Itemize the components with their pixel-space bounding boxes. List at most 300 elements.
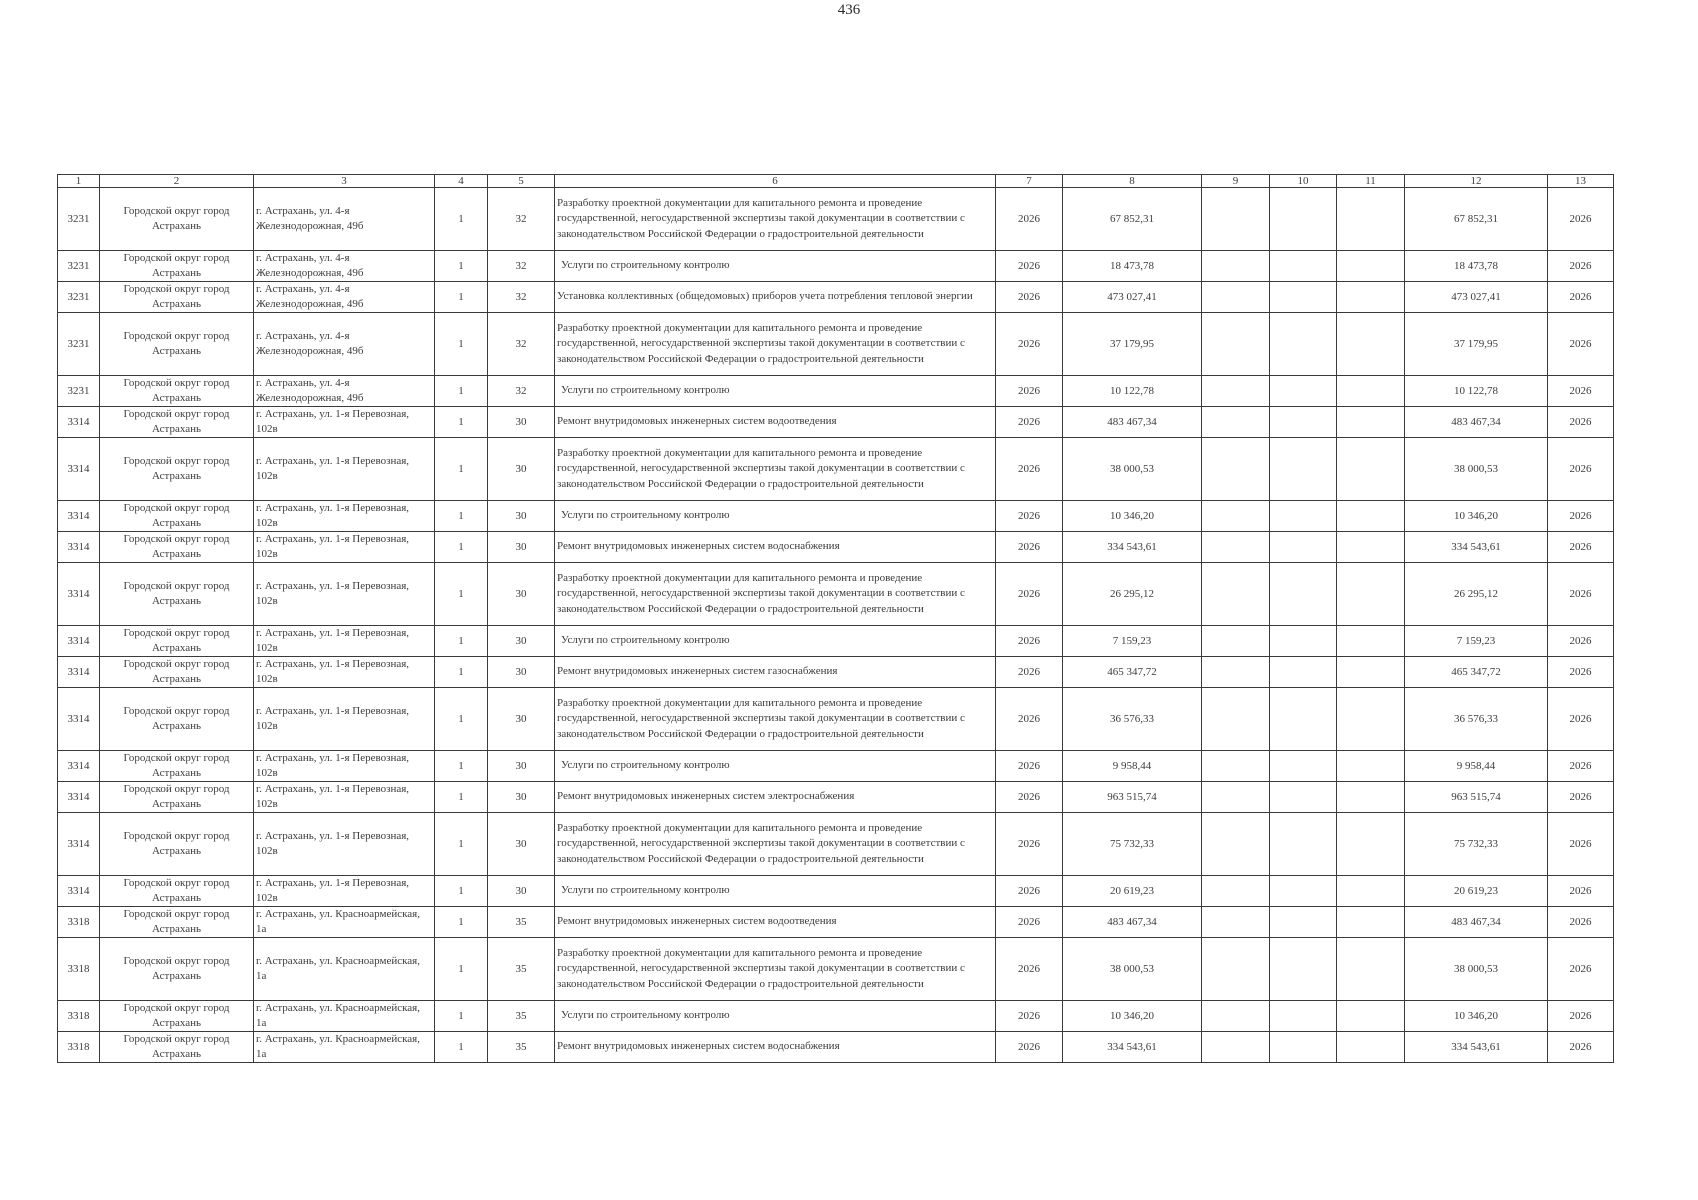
year-end: 2026 [1548, 907, 1614, 938]
municipality: Городской округ город Астрахань [100, 626, 254, 657]
work-type: Разработку проектной документации для капитального ремонта и проведение государственной, негосударственной экспертизы такой документации в соответствии с законодательством Российской Федерации о градостроительной деятельности [555, 813, 996, 876]
row-number: 3231 [58, 282, 100, 313]
col-11-value [1337, 282, 1405, 313]
col-4-value: 1 [435, 188, 488, 251]
year-end: 2026 [1548, 532, 1614, 563]
year-start: 2026 [996, 438, 1063, 501]
address: г. Астрахань, ул. Красноармейская, 1а [254, 1032, 435, 1063]
col-9-value [1202, 532, 1270, 563]
amount-total: 37 179,95 [1405, 313, 1548, 376]
municipality: Городской округ город Астрахань [100, 938, 254, 1001]
municipality: Городской округ город Астрахань [100, 407, 254, 438]
table-row [58, 688, 1614, 751]
year-start: 2026 [996, 376, 1063, 407]
amount-total: 334 543,61 [1405, 1032, 1548, 1063]
col-11-value [1337, 907, 1405, 938]
municipality: Городской округ город Астрахань [100, 282, 254, 313]
col-5-value: 30 [488, 501, 555, 532]
table-row [58, 626, 1614, 657]
year-start: 2026 [996, 907, 1063, 938]
table-row [58, 1001, 1614, 1032]
row-number: 3314 [58, 688, 100, 751]
col-4-value: 1 [435, 1032, 488, 1063]
row-number: 3314 [58, 407, 100, 438]
col-4-value: 1 [435, 376, 488, 407]
municipality: Городской округ город Астрахань [100, 563, 254, 626]
amount-total: 67 852,31 [1405, 188, 1548, 251]
work-type: Услуги по строительному контролю [555, 751, 996, 782]
work-type: Ремонт внутридомовых инженерных систем электроснабжения [555, 782, 996, 813]
address: г. Астрахань, ул. 1-я Перевозная, 102в [254, 532, 435, 563]
col-10-value [1270, 532, 1337, 563]
address: г. Астрахань, ул. 1-я Перевозная, 102в [254, 563, 435, 626]
header-col-3: 3 [254, 175, 435, 188]
amount: 9 958,44 [1063, 751, 1202, 782]
page-number: 436 [837, 2, 861, 18]
year-start: 2026 [996, 938, 1063, 1001]
amount: 20 619,23 [1063, 876, 1202, 907]
year-start: 2026 [996, 282, 1063, 313]
amount-total: 75 732,33 [1405, 813, 1548, 876]
amount: 465 347,72 [1063, 657, 1202, 688]
row-number: 3314 [58, 626, 100, 657]
amount: 75 732,33 [1063, 813, 1202, 876]
col-11-value [1337, 1032, 1405, 1063]
col-11-value [1337, 1001, 1405, 1032]
amount-total: 38 000,53 [1405, 438, 1548, 501]
col-9-value [1202, 438, 1270, 501]
municipality: Городской округ город Астрахань [100, 376, 254, 407]
table-row [58, 782, 1614, 813]
col-9-value [1202, 782, 1270, 813]
col-9-value [1202, 657, 1270, 688]
col-10-value [1270, 876, 1337, 907]
amount: 473 027,41 [1063, 282, 1202, 313]
amount-total: 473 027,41 [1405, 282, 1548, 313]
table-row [58, 438, 1614, 501]
work-type: Услуги по строительному контролю [555, 626, 996, 657]
year-end: 2026 [1548, 938, 1614, 1001]
municipality: Городской округ город Астрахань [100, 188, 254, 251]
col-4-value: 1 [435, 751, 488, 782]
col-11-value [1337, 813, 1405, 876]
work-type: Услуги по строительному контролю [555, 251, 996, 282]
work-type: Разработку проектной документации для капитального ремонта и проведение государственной, негосударственной экспертизы такой документации в соответствии с законодательством Российской Федерации о градостроительной деятельности [555, 563, 996, 626]
row-number: 3314 [58, 813, 100, 876]
col-11-value [1337, 751, 1405, 782]
col-4-value: 1 [435, 532, 488, 563]
col-5-value: 32 [488, 251, 555, 282]
amount: 36 576,33 [1063, 688, 1202, 751]
amount-total: 7 159,23 [1405, 626, 1548, 657]
col-10-value [1270, 1032, 1337, 1063]
header-col-8: 8 [1063, 175, 1202, 188]
header-col-12: 12 [1405, 175, 1548, 188]
col-10-value [1270, 626, 1337, 657]
year-end: 2026 [1548, 563, 1614, 626]
address: г. Астрахань, ул. 4-я Железнодорожная, 49б [254, 282, 435, 313]
year-start: 2026 [996, 1001, 1063, 1032]
header-col-9: 9 [1202, 175, 1270, 188]
address: г. Астрахань, ул. 1-я Перевозная, 102в [254, 501, 435, 532]
table-row [58, 188, 1614, 251]
year-start: 2026 [996, 782, 1063, 813]
col-4-value: 1 [435, 563, 488, 626]
work-type: Ремонт внутридомовых инженерных систем газоснабжения [555, 657, 996, 688]
year-end: 2026 [1548, 376, 1614, 407]
col-11-value [1337, 438, 1405, 501]
table-row [58, 563, 1614, 626]
col-4-value: 1 [435, 782, 488, 813]
col-5-value: 32 [488, 313, 555, 376]
table-row [58, 907, 1614, 938]
row-number: 3318 [58, 907, 100, 938]
municipality: Городской округ город Астрахань [100, 907, 254, 938]
amount: 334 543,61 [1063, 532, 1202, 563]
col-10-value [1270, 688, 1337, 751]
col-5-value: 35 [488, 938, 555, 1001]
amount-total: 334 543,61 [1405, 532, 1548, 563]
amount-total: 20 619,23 [1405, 876, 1548, 907]
header-col-10: 10 [1270, 175, 1337, 188]
amount: 67 852,31 [1063, 188, 1202, 251]
col-10-value [1270, 407, 1337, 438]
year-start: 2026 [996, 188, 1063, 251]
col-9-value [1202, 407, 1270, 438]
amount: 7 159,23 [1063, 626, 1202, 657]
table-row [58, 813, 1614, 876]
col-10-value [1270, 313, 1337, 376]
municipality: Городской округ город Астрахань [100, 657, 254, 688]
col-10-value [1270, 501, 1337, 532]
municipality: Городской округ город Астрахань [100, 1001, 254, 1032]
col-5-value: 32 [488, 282, 555, 313]
col-9-value [1202, 313, 1270, 376]
col-11-value [1337, 626, 1405, 657]
year-start: 2026 [996, 532, 1063, 563]
col-10-value [1270, 938, 1337, 1001]
work-type: Услуги по строительному контролю [555, 501, 996, 532]
col-10-value [1270, 438, 1337, 501]
row-number: 3314 [58, 438, 100, 501]
table-row [58, 313, 1614, 376]
year-start: 2026 [996, 751, 1063, 782]
address: г. Астрахань, ул. 1-я Перевозная, 102в [254, 751, 435, 782]
address: г. Астрахань, ул. 1-я Перевозная, 102в [254, 657, 435, 688]
header-col-4: 4 [435, 175, 488, 188]
municipality: Городской округ город Астрахань [100, 438, 254, 501]
row-number: 3314 [58, 876, 100, 907]
year-start: 2026 [996, 876, 1063, 907]
address: г. Астрахань, ул. 4-я Железнодорожная, 49б [254, 376, 435, 407]
amount: 38 000,53 [1063, 438, 1202, 501]
col-11-value [1337, 688, 1405, 751]
year-end: 2026 [1548, 1032, 1614, 1063]
col-4-value: 1 [435, 657, 488, 688]
col-11-value [1337, 313, 1405, 376]
col-5-value: 30 [488, 438, 555, 501]
amount: 334 543,61 [1063, 1032, 1202, 1063]
municipality: Городской округ город Астрахань [100, 782, 254, 813]
year-end: 2026 [1548, 751, 1614, 782]
col-5-value: 35 [488, 1032, 555, 1063]
col-9-value [1202, 938, 1270, 1001]
col-10-value [1270, 782, 1337, 813]
amount-total: 9 958,44 [1405, 751, 1548, 782]
year-start: 2026 [996, 407, 1063, 438]
col-5-value: 32 [488, 376, 555, 407]
col-10-value [1270, 907, 1337, 938]
col-5-value: 32 [488, 188, 555, 251]
table-row [58, 876, 1614, 907]
work-type: Ремонт внутридомовых инженерных систем водоснабжения [555, 1032, 996, 1063]
col-9-value [1202, 751, 1270, 782]
header-col-13: 13 [1548, 175, 1614, 188]
year-end: 2026 [1548, 1001, 1614, 1032]
col-11-value [1337, 251, 1405, 282]
works-table [57, 174, 1614, 1063]
col-11-value [1337, 876, 1405, 907]
row-number: 3314 [58, 657, 100, 688]
address: г. Астрахань, ул. 1-я Перевозная, 102в [254, 407, 435, 438]
work-type: Разработку проектной документации для капитального ремонта и проведение государственной, негосударственной экспертизы такой документации в соответствии с законодательством Российской Федерации о градостроительной деятельности [555, 688, 996, 751]
municipality: Городской округ город Астрахань [100, 876, 254, 907]
address: г. Астрахань, ул. 1-я Перевозная, 102в [254, 688, 435, 751]
col-4-value: 1 [435, 876, 488, 907]
year-start: 2026 [996, 1032, 1063, 1063]
header-col-7: 7 [996, 175, 1063, 188]
row-number: 3231 [58, 251, 100, 282]
year-end: 2026 [1548, 782, 1614, 813]
row-number: 3318 [58, 1032, 100, 1063]
year-end: 2026 [1548, 407, 1614, 438]
table-row [58, 938, 1614, 1001]
col-9-value [1202, 501, 1270, 532]
col-5-value: 30 [488, 407, 555, 438]
address: г. Астрахань, ул. 4-я Железнодорожная, 49б [254, 188, 435, 251]
col-9-value [1202, 813, 1270, 876]
header-col-11: 11 [1337, 175, 1405, 188]
col-9-value [1202, 907, 1270, 938]
year-end: 2026 [1548, 251, 1614, 282]
col-4-value: 1 [435, 501, 488, 532]
col-4-value: 1 [435, 907, 488, 938]
col-4-value: 1 [435, 251, 488, 282]
col-4-value: 1 [435, 438, 488, 501]
amount: 10 122,78 [1063, 376, 1202, 407]
col-9-value [1202, 688, 1270, 751]
work-type: Разработку проектной документации для капитального ремонта и проведение государственной, негосударственной экспертизы такой документации в соответствии с законодательством Российской Федерации о градостроительной деятельности [555, 313, 996, 376]
amount-total: 10 122,78 [1405, 376, 1548, 407]
work-type: Услуги по строительному контролю [555, 876, 996, 907]
municipality: Городской округ город Астрахань [100, 751, 254, 782]
year-start: 2026 [996, 251, 1063, 282]
work-type: Ремонт внутридомовых инженерных систем водоотведения [555, 907, 996, 938]
col-11-value [1337, 188, 1405, 251]
amount: 38 000,53 [1063, 938, 1202, 1001]
amount-total: 36 576,33 [1405, 688, 1548, 751]
col-5-value: 30 [488, 563, 555, 626]
year-start: 2026 [996, 657, 1063, 688]
year-end: 2026 [1548, 501, 1614, 532]
col-11-value [1337, 657, 1405, 688]
row-number: 3231 [58, 376, 100, 407]
amount-total: 10 346,20 [1405, 1001, 1548, 1032]
year-start: 2026 [996, 813, 1063, 876]
table-row [58, 751, 1614, 782]
address: г. Астрахань, ул. Красноармейская, 1а [254, 907, 435, 938]
address: г. Астрахань, ул. 1-я Перевозная, 102в [254, 782, 435, 813]
col-4-value: 1 [435, 282, 488, 313]
year-end: 2026 [1548, 657, 1614, 688]
row-number: 3314 [58, 532, 100, 563]
municipality: Городской округ город Астрахань [100, 532, 254, 563]
address: г. Астрахань, ул. Красноармейская, 1а [254, 938, 435, 1001]
year-end: 2026 [1548, 282, 1614, 313]
municipality: Городской округ город Астрахань [100, 688, 254, 751]
col-4-value: 1 [435, 1001, 488, 1032]
municipality: Городской округ город Астрахань [100, 813, 254, 876]
year-start: 2026 [996, 501, 1063, 532]
year-start: 2026 [996, 563, 1063, 626]
work-type: Ремонт внутридомовых инженерных систем водоснабжения [555, 532, 996, 563]
municipality: Городской округ город Астрахань [100, 501, 254, 532]
amount-total: 483 467,34 [1405, 907, 1548, 938]
address: г. Астрахань, ул. 4-я Железнодорожная, 49б [254, 313, 435, 376]
header-col-5: 5 [488, 175, 555, 188]
col-11-value [1337, 563, 1405, 626]
table-row [58, 282, 1614, 313]
row-number: 3231 [58, 313, 100, 376]
table-body [58, 175, 1614, 1063]
address: г. Астрахань, ул. Красноармейская, 1а [254, 1001, 435, 1032]
amount-total: 10 346,20 [1405, 501, 1548, 532]
col-9-value [1202, 876, 1270, 907]
amount-total: 18 473,78 [1405, 251, 1548, 282]
col-10-value [1270, 251, 1337, 282]
table-row [58, 532, 1614, 563]
work-type: Услуги по строительному контролю [555, 1001, 996, 1032]
amount-total: 465 347,72 [1405, 657, 1548, 688]
col-5-value: 30 [488, 532, 555, 563]
amount: 18 473,78 [1063, 251, 1202, 282]
col-9-value [1202, 563, 1270, 626]
row-number: 3314 [58, 782, 100, 813]
work-type: Разработку проектной документации для капитального ремонта и проведение государственной, негосударственной экспертизы такой документации в соответствии с законодательством Российской Федерации о градостроительной деятельности [555, 938, 996, 1001]
col-9-value [1202, 1032, 1270, 1063]
row-number: 3314 [58, 563, 100, 626]
amount-total: 483 467,34 [1405, 407, 1548, 438]
col-10-value [1270, 1001, 1337, 1032]
col-10-value [1270, 376, 1337, 407]
col-5-value: 30 [488, 751, 555, 782]
year-end: 2026 [1548, 313, 1614, 376]
col-5-value: 30 [488, 782, 555, 813]
address: г. Астрахань, ул. 4-я Железнодорожная, 49б [254, 251, 435, 282]
table-header-row [58, 175, 1614, 188]
col-9-value [1202, 1001, 1270, 1032]
col-4-value: 1 [435, 407, 488, 438]
amount-total: 26 295,12 [1405, 563, 1548, 626]
col-11-value [1337, 532, 1405, 563]
col-9-value [1202, 282, 1270, 313]
amount: 37 179,95 [1063, 313, 1202, 376]
col-10-value [1270, 657, 1337, 688]
col-10-value [1270, 751, 1337, 782]
year-start: 2026 [996, 688, 1063, 751]
col-9-value [1202, 188, 1270, 251]
row-number: 3318 [58, 938, 100, 1001]
col-5-value: 30 [488, 876, 555, 907]
work-type: Разработку проектной документации для капитального ремонта и проведение государственной, негосударственной экспертизы такой документации в соответствии с законодательством Российской Федерации о градостроительной деятельности [555, 438, 996, 501]
col-4-value: 1 [435, 626, 488, 657]
table-row [58, 407, 1614, 438]
table-row [58, 657, 1614, 688]
table-row [58, 251, 1614, 282]
col-10-value [1270, 563, 1337, 626]
amount: 483 467,34 [1063, 907, 1202, 938]
col-10-value [1270, 282, 1337, 313]
col-11-value [1337, 376, 1405, 407]
address: г. Астрахань, ул. 1-я Перевозная, 102в [254, 876, 435, 907]
table-row [58, 1032, 1614, 1063]
address: г. Астрахань, ул. 1-я Перевозная, 102в [254, 813, 435, 876]
amount: 10 346,20 [1063, 501, 1202, 532]
col-5-value: 35 [488, 907, 555, 938]
year-end: 2026 [1548, 438, 1614, 501]
row-number: 3318 [58, 1001, 100, 1032]
col-10-value [1270, 813, 1337, 876]
work-type: Установка коллективных (общедомовых) приборов учета потребления тепловой энергии [555, 282, 996, 313]
work-type: Услуги по строительному контролю [555, 376, 996, 407]
col-4-value: 1 [435, 313, 488, 376]
col-5-value: 30 [488, 688, 555, 751]
amount: 963 515,74 [1063, 782, 1202, 813]
year-end: 2026 [1548, 188, 1614, 251]
col-9-value [1202, 251, 1270, 282]
work-type: Ремонт внутридомовых инженерных систем водоотведения [555, 407, 996, 438]
year-end: 2026 [1548, 813, 1614, 876]
header-col-6: 6 [555, 175, 996, 188]
municipality: Городской округ город Астрахань [100, 313, 254, 376]
address: г. Астрахань, ул. 1-я Перевозная, 102в [254, 626, 435, 657]
col-9-value [1202, 626, 1270, 657]
year-start: 2026 [996, 626, 1063, 657]
address: г. Астрахань, ул. 1-я Перевозная, 102в [254, 438, 435, 501]
col-9-value [1202, 376, 1270, 407]
table-row [58, 376, 1614, 407]
row-number: 3314 [58, 501, 100, 532]
year-end: 2026 [1548, 876, 1614, 907]
col-11-value [1337, 407, 1405, 438]
year-end: 2026 [1548, 626, 1614, 657]
col-5-value: 30 [488, 657, 555, 688]
header-col-1: 1 [58, 175, 100, 188]
col-11-value [1337, 938, 1405, 1001]
amount-total: 963 515,74 [1405, 782, 1548, 813]
col-4-value: 1 [435, 938, 488, 1001]
amount: 26 295,12 [1063, 563, 1202, 626]
municipality: Городской округ город Астрахань [100, 1032, 254, 1063]
row-number: 3231 [58, 188, 100, 251]
col-10-value [1270, 188, 1337, 251]
amount-total: 38 000,53 [1405, 938, 1548, 1001]
col-5-value: 30 [488, 813, 555, 876]
col-5-value: 35 [488, 1001, 555, 1032]
amount: 483 467,34 [1063, 407, 1202, 438]
header-col-2: 2 [100, 175, 254, 188]
year-start: 2026 [996, 313, 1063, 376]
